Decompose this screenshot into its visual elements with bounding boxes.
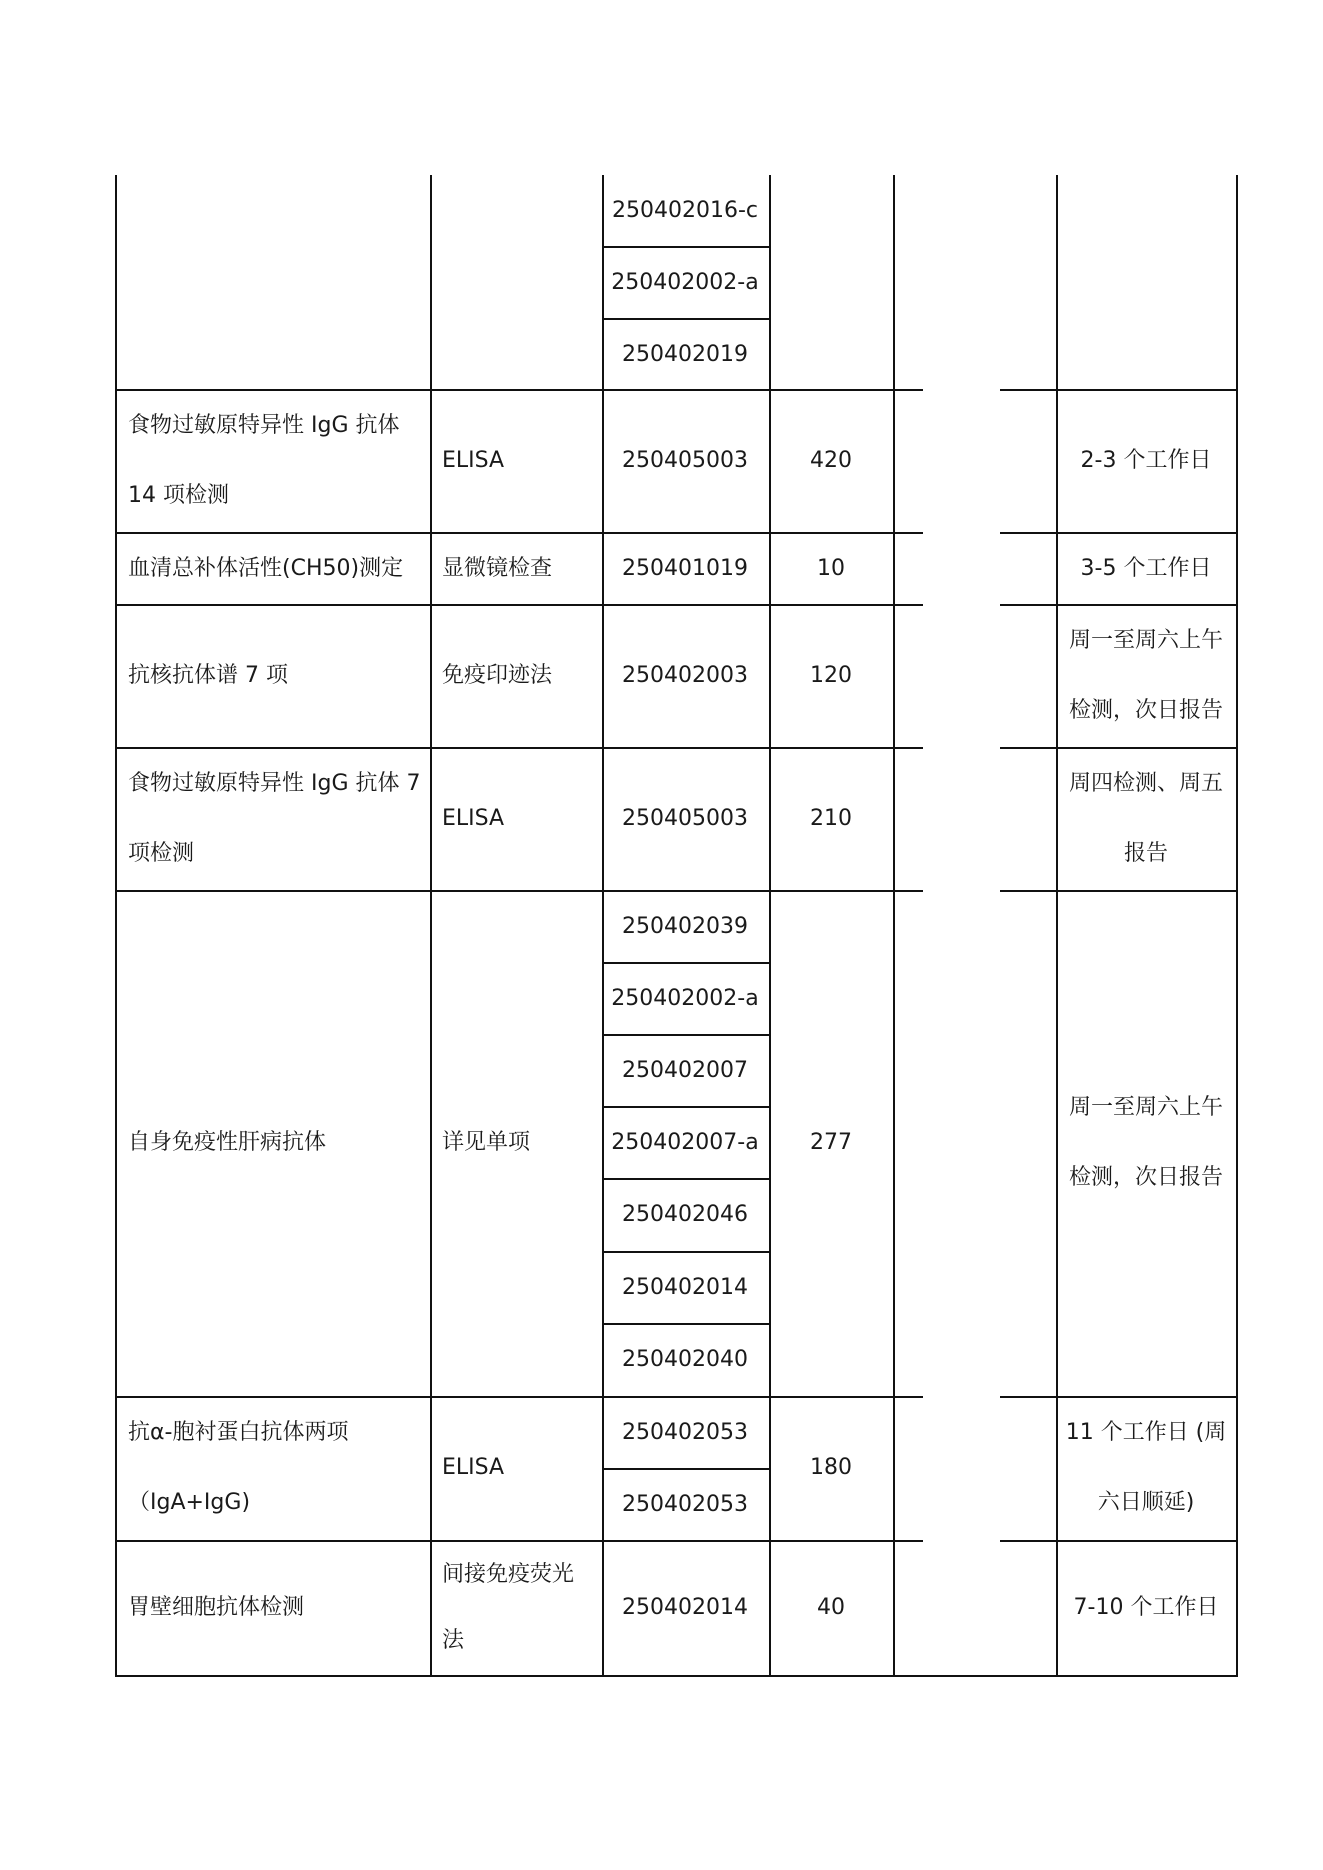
- item-method: 间接免疫荧光: [442, 1562, 575, 1587]
- item-code: 250402019: [622, 342, 748, 367]
- item-name: 胃壁细胞抗体检测: [128, 1595, 305, 1620]
- item-code: 250402002-a: [611, 270, 759, 295]
- table-divider: [893, 175, 895, 1677]
- item-name: 自身免疫性肝病抗体: [128, 1130, 327, 1155]
- item-code: 250402040: [622, 1347, 748, 1372]
- item-method: 法: [442, 1628, 465, 1653]
- item-code: 250402053: [622, 1492, 748, 1517]
- item-method: 免疫印迹法: [442, 663, 553, 688]
- item-code: 250405003: [622, 806, 748, 831]
- item-name: 14 项检测: [128, 483, 229, 508]
- item-price: 40: [817, 1595, 845, 1620]
- item-turnaround: 3-5 个工作日: [1080, 556, 1212, 581]
- item-method: ELISA: [442, 1455, 505, 1480]
- item-turnaround: 2-3 个工作日: [1080, 448, 1212, 473]
- item-price: 210: [810, 806, 852, 831]
- item-name: （IgA+IgG): [128, 1490, 251, 1515]
- row-border: [115, 890, 923, 892]
- item-name: 食物过敏原特异性 IgG 抗体 7: [128, 771, 421, 796]
- item-code: 250402053: [622, 1420, 748, 1445]
- item-code: 250402046: [622, 1202, 748, 1227]
- item-turnaround: 周一至周六上午: [1068, 1095, 1223, 1120]
- item-price: 120: [810, 663, 852, 688]
- item-price: 180: [810, 1455, 852, 1480]
- item-code: 250402007: [622, 1058, 748, 1083]
- item-code: 250402002-a: [611, 986, 759, 1011]
- table-border-right: [1236, 175, 1238, 1677]
- item-turnaround: 周四检测、周五: [1068, 771, 1223, 796]
- item-turnaround: 报告: [1123, 841, 1168, 866]
- table-divider: [430, 175, 432, 1677]
- item-code: 250402014: [622, 1275, 748, 1300]
- item-code: 250402014: [622, 1595, 748, 1620]
- item-code: 250402016-c: [611, 198, 758, 223]
- item-name: 抗α-胞衬蛋白抗体两项: [128, 1420, 349, 1445]
- item-price: 420: [810, 448, 852, 473]
- table-border-bottom: [115, 1675, 1238, 1677]
- item-code: 250402003: [622, 663, 748, 688]
- item-turnaround: 六日顺延): [1097, 1490, 1195, 1515]
- row-border: [1000, 389, 1238, 391]
- item-method: ELISA: [442, 806, 505, 831]
- item-price: 277: [810, 1130, 852, 1155]
- item-method: ELISA: [442, 448, 505, 473]
- item-method: 显微镜检查: [442, 556, 553, 581]
- item-price: 10: [817, 556, 845, 581]
- item-name: 血清总补体活性(CH50)测定: [128, 556, 404, 581]
- item-name: 项检测: [128, 841, 195, 866]
- item-turnaround: 检测，次日报告: [1068, 698, 1223, 723]
- item-turnaround: 11 个工作日 (周: [1065, 1420, 1227, 1445]
- item-turnaround: 周一至周六上午: [1068, 628, 1223, 653]
- item-code: 250402007-a: [611, 1130, 759, 1155]
- row-border: [1000, 1540, 1238, 1542]
- item-turnaround: 7-10 个工作日: [1073, 1595, 1219, 1620]
- item-turnaround: 检测，次日报告: [1068, 1165, 1223, 1190]
- item-code: 250405003: [622, 448, 748, 473]
- item-code: 250401019: [622, 556, 748, 581]
- row-border: [1000, 890, 1238, 892]
- item-method: 详见单项: [442, 1130, 531, 1155]
- table-border-left: [115, 175, 117, 1677]
- row-border: [115, 604, 923, 606]
- item-code: 250402039: [622, 914, 748, 939]
- item-name: 食物过敏原特异性 IgG 抗体: [128, 413, 400, 438]
- item-name: 抗核抗体谱 7 项: [128, 663, 288, 688]
